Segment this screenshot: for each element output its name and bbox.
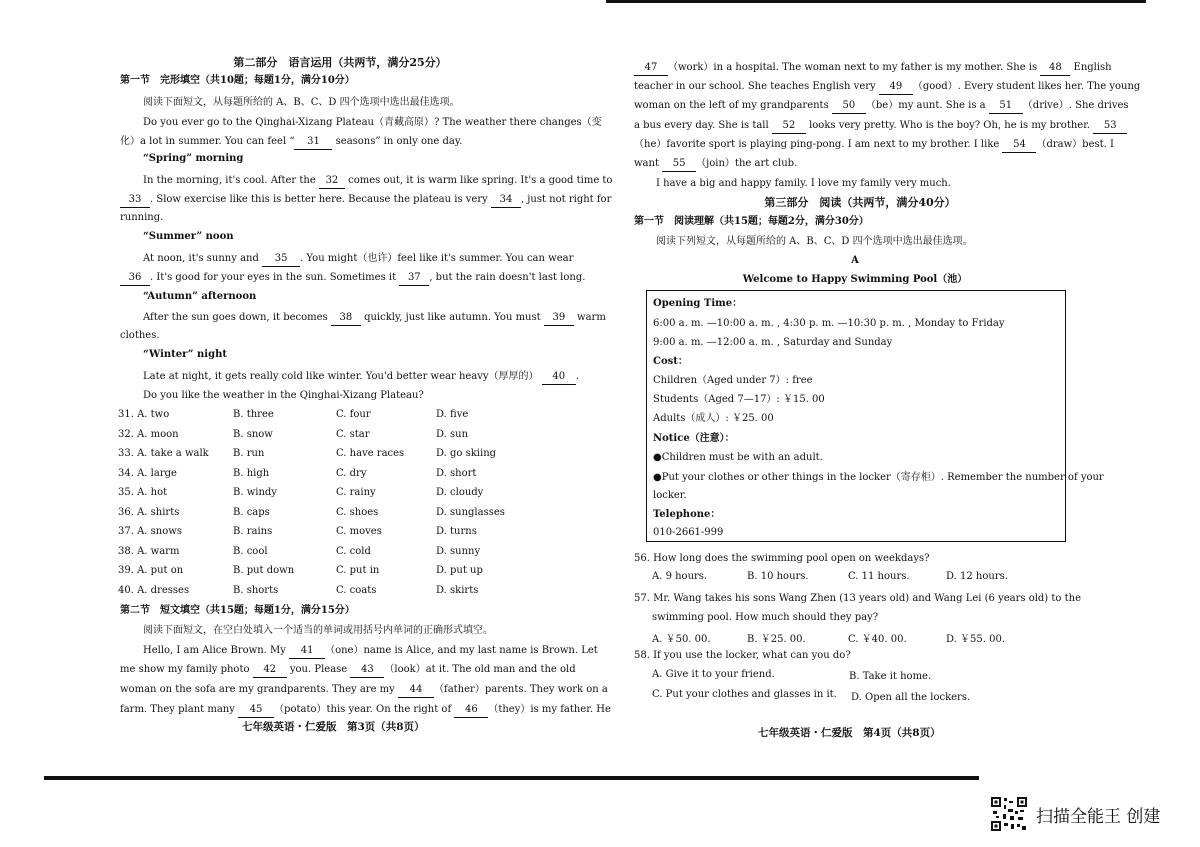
blank-39[interactable]: 39 [544, 311, 574, 326]
option-37-b[interactable]: B. rains [233, 526, 273, 537]
cost-adults: Adults（成人）: ￥25. 00 [653, 413, 774, 424]
passage-line: farm. They plant many 45 （potato）this year. On the right of 46 （they）is my father. He [120, 703, 611, 718]
part-three-title: 第三部分 阅读（共两节，满分40分） [764, 196, 956, 209]
section-one-instruction: 阅读下面短文，从每题所给的 A、B、C、D 四个选项中选出最佳选项。 [143, 97, 460, 108]
passage-line: 33 . Slow exercise like this is better here. Because the plateau is very 34 , just not right for [120, 193, 611, 208]
blank-43[interactable]: 43 [350, 663, 384, 678]
option-57-c[interactable]: C. ￥40. 00. [848, 634, 907, 645]
blank-38[interactable]: 38 [331, 311, 361, 326]
section-two-title: 第二节 短文填空（共15题；每题1分，满分15分） [120, 605, 355, 616]
blank-44[interactable]: 44 [398, 683, 434, 698]
option-35-c[interactable]: C. rainy [336, 487, 376, 498]
heading-spring: “Spring” morning [143, 153, 244, 164]
option-58-d[interactable]: D. Open all the lockers. [851, 692, 971, 703]
option-38-a[interactable]: 38. A. warm [118, 545, 180, 557]
option-32-a[interactable]: 32. A. moon [118, 428, 179, 440]
passage-line: running. [120, 212, 164, 223]
option-36-a[interactable]: 36. A. shirts [118, 506, 180, 518]
right-page-footer: 七年级英语・仁爱版 第4页（共8页） [758, 727, 941, 739]
blank-37[interactable]: 37 [399, 271, 429, 286]
option-31-d[interactable]: D. five [436, 409, 469, 420]
notice-label: Notice（注意）： [653, 433, 735, 444]
passage-line: After the sun goes down, it becomes 38 quickly, just like autumn. You must 39 warm [143, 311, 606, 326]
option-33-a[interactable]: 33. A. take a walk [118, 448, 209, 459]
passage-line: 36 . It's good for your eyes in the sun. Sometimes it 37 , but the rain doesn't last long. [120, 271, 585, 286]
blank-45[interactable]: 45 [238, 703, 274, 718]
qr-code-icon [990, 796, 1028, 832]
passage-line: clothes. [120, 330, 160, 341]
blank-41[interactable]: 41 [289, 644, 325, 659]
section-two-instruction: 阅读下面短文，在空白处填入一个适当的单词或用括号内单词的正确形式填空。 [143, 625, 493, 636]
option-56-a[interactable]: A. 9 hours. [652, 571, 708, 582]
option-37-d[interactable]: D. turns [436, 526, 477, 537]
option-34-d[interactable]: D. short [436, 467, 477, 479]
option-37-a[interactable]: 37. A. snows [118, 526, 182, 537]
blank-32[interactable]: 32 [319, 174, 345, 189]
option-31-c[interactable]: C. four [336, 409, 371, 420]
question-57-cont: swimming pool. How much should they pay? [652, 612, 879, 623]
passage-line: woman on the sofa are my grandparents. They are my 44 （father）parents. They work on a [120, 683, 608, 698]
option-56-b[interactable]: B. 10 hours. [747, 571, 809, 582]
passage-title: Welcome to Happy Swimming Pool（池） [742, 274, 968, 285]
option-35-a[interactable]: 35. A. hot [118, 487, 168, 498]
option-34-b[interactable]: B. high [233, 467, 270, 479]
option-36-b[interactable]: B. caps [233, 506, 270, 518]
option-57-a[interactable]: A. ￥50. 00. [652, 634, 711, 645]
blank-47[interactable]: 47 [634, 61, 668, 76]
option-40-d[interactable]: D. skirts [436, 584, 479, 596]
blank-36[interactable]: 36 [120, 271, 150, 286]
option-37-c[interactable]: C. moves [336, 526, 382, 537]
opening-time-weekend: 9:00 a. m. —12:00 a. m. , Saturday and Sunday [653, 337, 893, 348]
heading-autumn: “Autumn” afternoon [143, 291, 257, 302]
option-40-b[interactable]: B. shorts [233, 584, 279, 596]
telephone-number: 010-2661-999 [653, 527, 724, 538]
telephone-label: Telephone： [653, 509, 721, 520]
option-33-d[interactable]: D. go skiing [436, 448, 497, 459]
option-40-c[interactable]: C. coats [336, 584, 377, 596]
section-three-title: 第一节 阅读理解（共15题；每题2分，满分30分） [634, 216, 869, 227]
heading-summer: “Summer” noon [143, 231, 234, 242]
passage-line: I have a big and happy family. I love my family very much. [656, 178, 951, 189]
heading-winter: “Winter” night [143, 349, 227, 360]
blank-34[interactable]: 34 [491, 193, 521, 208]
opening-time-weekday: 6:00 a. m. —10:00 a. m. , 4:30 p. m. —10:30 p. m. , Monday to Friday [653, 318, 1005, 329]
option-58-b[interactable]: B. Take it home. [849, 671, 932, 682]
notice-item-2-cont: locker. [653, 490, 687, 501]
option-32-b[interactable]: B. snow [233, 428, 273, 440]
option-56-c[interactable]: C. 11 hours. [848, 571, 910, 582]
blank-51[interactable]: 51 [989, 99, 1023, 114]
passage-line: teacher in our school. She teaches English very 49 （good）. Every student likes her. The young [634, 80, 1140, 95]
option-38-d[interactable]: D. sunny [436, 545, 481, 557]
option-58-a[interactable]: A. Give it to your friend. [652, 669, 775, 680]
cost-students: Students（Aged 7—17）: ￥15. 00 [653, 394, 825, 405]
passage-line: Do you like the weather in the Qinghai-Xizang Plateau? [143, 390, 424, 401]
blank-48[interactable]: 48 [1040, 61, 1070, 76]
part-two-title: 第二部分 语言运用（共两节，满分25分） [233, 56, 447, 69]
passage-line: want 55 （join）the art club. [634, 157, 797, 172]
blank-54[interactable]: 54 [1002, 138, 1036, 153]
blank-42[interactable]: 42 [253, 663, 287, 678]
blank-52[interactable]: 52 [772, 119, 806, 134]
passage-line: （he）favorite sport is playing ping-pong. I am next to my brother. I like 54 （draw）best. I [634, 138, 1114, 153]
cost-children: Children（Aged under 7）: free [653, 375, 813, 386]
scanner-brand-label: 扫描全能王 创建 [1036, 807, 1161, 827]
question-58: 58. If you use the locker, what can you do? [634, 650, 851, 661]
section-three-instruction: 阅读下列短文，从每题所给的 A、B、C、D 四个选项中选出最佳选项。 [656, 236, 973, 247]
option-56-d[interactable]: D. 12 hours. [946, 571, 1008, 582]
option-32-c[interactable]: C. star [336, 428, 370, 440]
passage-line: At noon, it's sunny and 35 . You might（也许）feel like it's summer. You can wear [143, 252, 573, 267]
option-40-a[interactable]: 40. A. dresses [118, 584, 190, 596]
passage-line: me show my family photo 42 you. Please 43 （look）at it. The old man and the old [120, 663, 576, 678]
section-one-title: 第一节 完形填空（共10题；每题1分，满分10分） [120, 75, 355, 86]
passage-line: Do you ever go to the Qinghai-Xizang Plateau（青藏高原）? The weather there changes（变 [143, 117, 602, 128]
option-57-b[interactable]: B. ￥25. 00. [747, 634, 806, 645]
option-36-d[interactable]: D. sunglasses [436, 506, 505, 518]
option-31-a[interactable]: 31. A. two [118, 409, 170, 420]
option-38-c[interactable]: C. cold [336, 545, 371, 557]
option-39-b[interactable]: B. put down [233, 565, 295, 576]
notice-item-2: ●Put your clothes or other things in the locker（寄存柜）. Remember the number of your [653, 472, 1104, 483]
passage-line: woman on the left of my grandparents 50 （be）my aunt. She is a 51 （drive）. She drives [634, 99, 1129, 114]
blank-50[interactable]: 50 [832, 99, 866, 114]
blank-33[interactable]: 33 [120, 193, 150, 208]
option-58-c[interactable]: C. Put your clothes and glasses in it. [652, 689, 837, 700]
passage-line: Hello, I am Alice Brown. My 41 （one）name is Alice, and my last name is Brown. Let [143, 644, 598, 659]
opening-time-label: Opening Time： [653, 298, 743, 309]
left-page-footer: 七年级英语・仁爱版 第3页（共8页） [242, 721, 425, 733]
cost-label: Cost： [653, 356, 688, 367]
passage-line: a bus every day. She is tall 52 looks very pretty. Who is the boy? Oh, he is my brother. 53 [634, 119, 1127, 134]
option-31-b[interactable]: B. three [233, 409, 274, 420]
bottom-edge-bar [44, 776, 979, 780]
blank-53[interactable]: 53 [1093, 119, 1127, 134]
option-34-a[interactable]: 34. A. large [118, 467, 177, 479]
option-33-c[interactable]: C. have races [336, 448, 405, 459]
option-39-c[interactable]: C. put in [336, 565, 380, 576]
passage-line: 化）a lot in summer. You can feel “ 31 seasons” in only one day. [120, 135, 462, 150]
notice-box [646, 290, 1104, 542]
question-56: 56. How long does the swimming pool open on weekdays? [634, 553, 930, 564]
blank-49[interactable]: 49 [879, 80, 913, 95]
passage-line: In the morning, it's cool. After the 32 comes out, it is warm like spring. It's a good time to [143, 174, 612, 189]
blank-55[interactable]: 55 [662, 157, 696, 172]
option-38-b[interactable]: B. cool [233, 545, 268, 557]
blank-31[interactable]: 31 [294, 135, 332, 150]
option-35-d[interactable]: D. cloudy [436, 487, 484, 498]
option-39-d[interactable]: D. put up [436, 565, 483, 576]
top-edge-bar [606, 0, 1146, 3]
blank-35[interactable]: 35 [262, 252, 300, 267]
option-34-c[interactable]: C. dry [336, 467, 367, 479]
passage-line: Late at night, it gets really cold like winter. You'd better wear heavy（厚厚的） 40 . [143, 370, 579, 385]
notice-item-1: ●Children must be with an adult. [653, 452, 823, 463]
blank-40[interactable]: 40 [542, 370, 576, 385]
option-32-d[interactable]: D. sun [436, 428, 469, 440]
option-39-a[interactable]: 39. A. put on [118, 565, 184, 576]
option-33-b[interactable]: B. run [233, 448, 265, 459]
question-57: 57. Mr. Wang takes his sons Wang Zhen (13 years old) and Wang Lei (6 years old) to the [634, 593, 1081, 604]
blank-46[interactable]: 46 [454, 703, 488, 718]
option-36-c[interactable]: C. shoes [336, 506, 379, 518]
option-57-d[interactable]: D. ￥55. 00. [946, 634, 1006, 645]
passage-line: 47 （work）in a hospital. The woman next to my father is my mother. She is 48 English [634, 61, 1112, 76]
passage-letter: A [851, 255, 859, 266]
option-35-b[interactable]: B. windy [233, 487, 277, 498]
